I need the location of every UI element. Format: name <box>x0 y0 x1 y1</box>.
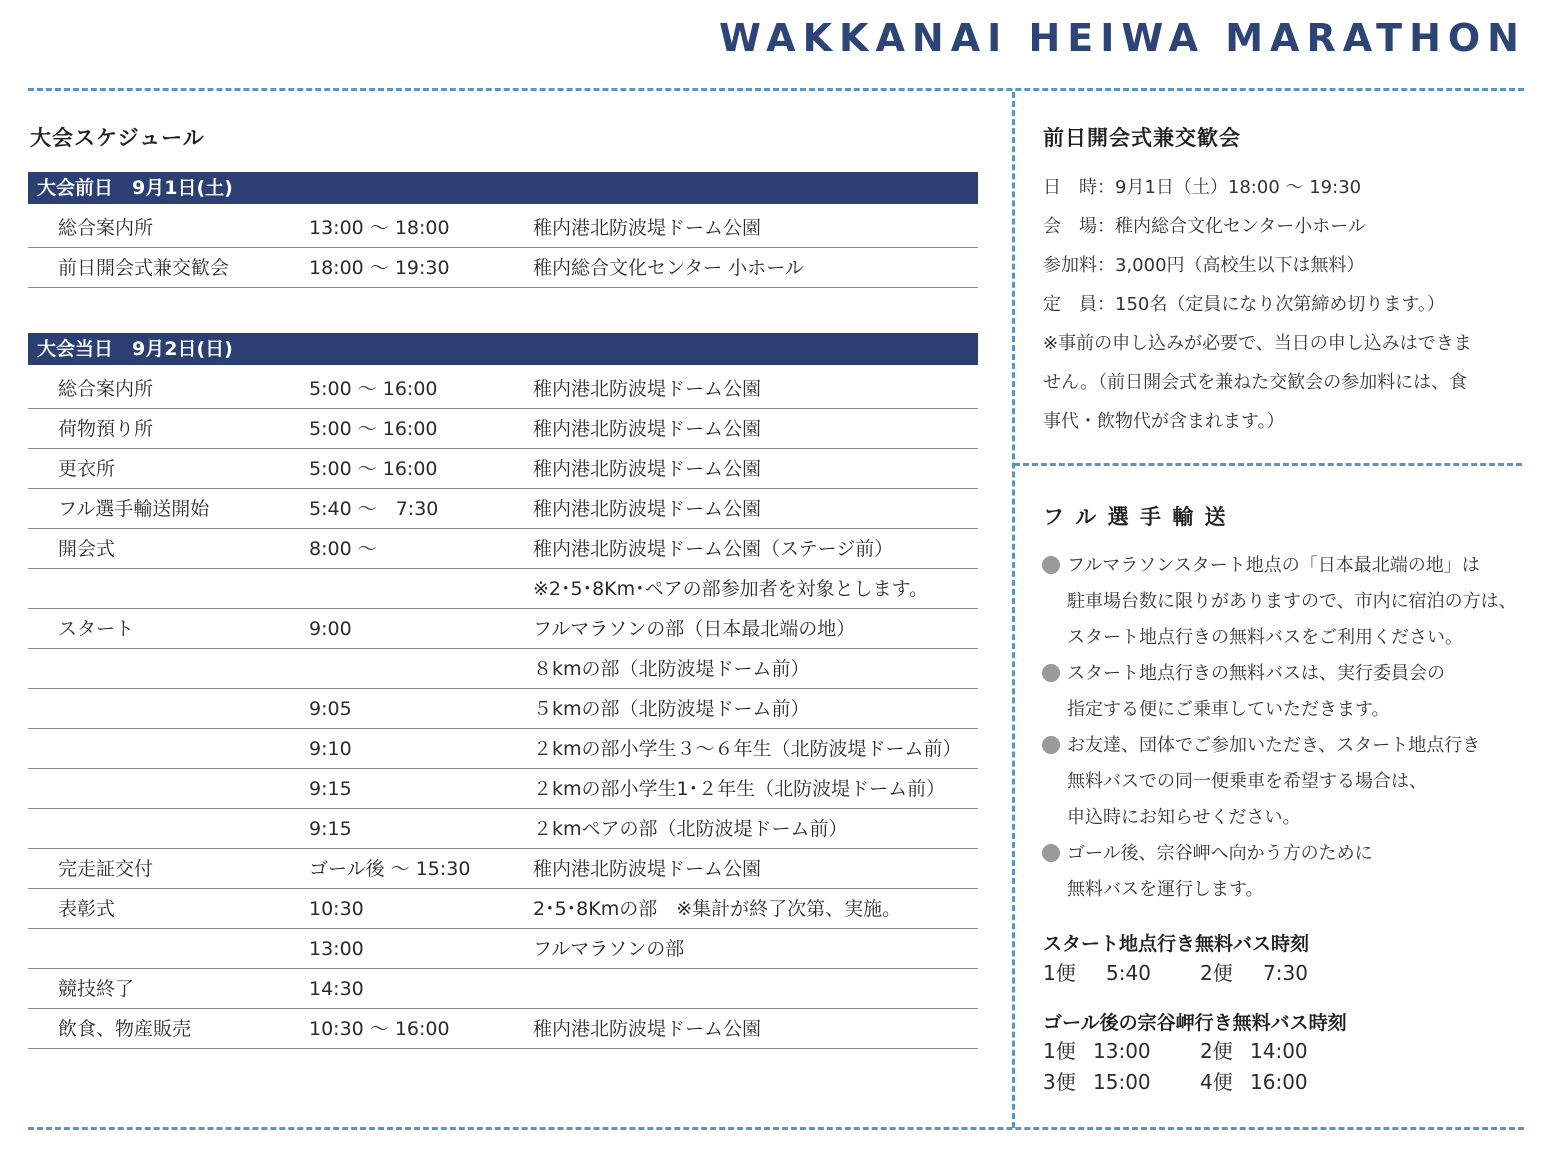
transport-bullet <box>1042 548 1522 656</box>
table-row <box>28 208 978 248</box>
bullet-line: スタート地点行きの無料バスをご利用ください。 <box>1067 627 1463 648</box>
event-time: 5:00 〜 16:00 <box>309 418 438 440</box>
event-name: 総合案内所 <box>58 217 154 239</box>
event-time: 5:00 〜 16:00 <box>309 458 438 480</box>
transport-bullet <box>1042 836 1522 908</box>
event-time: 9:05 <box>309 698 352 720</box>
event-time: 13:00 〜 18:00 <box>309 217 450 239</box>
bottom-divider <box>28 1127 1524 1130</box>
event-time: 9:10 <box>309 738 352 760</box>
event-name: 開会式 <box>58 538 116 560</box>
bullet-line: ゴール後、宗谷岬へ向かう方のために <box>1067 843 1373 864</box>
table-row <box>28 969 978 1009</box>
transport-notes <box>1042 548 1522 908</box>
event-time: 5:00 〜 16:00 <box>309 378 438 400</box>
event-venue: ※2･5･8Km･ペアの部参加者を対象とします。 <box>533 578 929 600</box>
bus-time: 13:00 <box>1093 1039 1151 1063</box>
event-venue: ５kmの部（北防波堤ドーム前） <box>533 698 810 720</box>
event-time: 18:00 〜 19:30 <box>309 257 450 279</box>
event-name: スタート <box>58 618 135 640</box>
event-time: ゴール後 〜 15:30 <box>309 858 471 880</box>
event-venue: ２kmペアの部（北防波堤ドーム前） <box>533 818 848 840</box>
reception-line: 参加料：3,000円（高校生以下は無料） <box>1043 255 1365 276</box>
bus-number: 3便 <box>1043 1070 1076 1094</box>
event-name: フル選手輸送開始 <box>58 498 210 520</box>
event-name: 飲食、物産販売 <box>58 1018 192 1040</box>
event-venue: 稚内港北防波堤ドーム公園 <box>533 1018 762 1040</box>
top-divider <box>28 88 1524 91</box>
bus-number: 1便 <box>1043 1039 1076 1063</box>
event-time: 9:15 <box>309 778 352 800</box>
transport-bullet <box>1042 728 1522 836</box>
bullet-line: 駐車場台数に限りがありますので、市内に宿泊の方は、 <box>1067 591 1517 612</box>
event-venue: 稚内港北防波堤ドーム公園 <box>533 418 762 440</box>
goal-bus-times-row2 <box>1043 1067 1443 1097</box>
bus-time: 7:30 <box>1263 961 1308 985</box>
event-venue: 稚内港北防波堤ドーム公園 <box>533 858 762 880</box>
event-time: 10:30 <box>309 898 364 920</box>
event-time: 5:40 〜 7:30 <box>309 498 439 520</box>
table-row <box>28 409 978 449</box>
event-venue: 稚内港北防波堤ドーム公園 <box>533 458 762 480</box>
event-venue: 稚内総合文化センター 小ホール <box>533 257 804 279</box>
goal-bus-title: ゴール後の宗谷岬行き無料バス時刻 <box>1043 1012 1347 1034</box>
table-row <box>28 609 978 649</box>
table-row <box>28 369 978 409</box>
reception-title: 前日開会式兼交歓会 <box>1043 126 1241 150</box>
table-row <box>28 248 978 288</box>
event-venue: ２kmの部小学生３〜６年生（北防波堤ドーム前） <box>533 738 962 760</box>
event-venue: 2･5･8Kmの部 ※集計が終了次第、実施。 <box>533 898 902 920</box>
reception-line: 事代・飲物代が含まれます。） <box>1043 411 1285 432</box>
bullet-line: 無料バスを運行します。 <box>1067 879 1264 900</box>
reception-line: 定 員：150名（定員になり次第締め切ります。） <box>1043 294 1445 315</box>
right-section-divider <box>1014 463 1522 466</box>
event-venue: 稚内港北防波堤ドーム公園 <box>533 498 762 520</box>
event-venue: ８kmの部（北防波堤ドーム前） <box>533 658 810 680</box>
event-name: 前日開会式兼交歓会 <box>58 257 230 279</box>
table-row <box>28 729 978 769</box>
event-venue: 稚内港北防波堤ドーム公園（ステージ前） <box>533 538 894 560</box>
start-bus-title: スタート地点行き無料バス時刻 <box>1043 933 1310 955</box>
bullet-line: 申込時にお知らせください。 <box>1067 807 1301 828</box>
schedule-title: 大会スケジュール <box>30 126 205 150</box>
table-row <box>28 689 978 729</box>
event-name: 競技終了 <box>58 978 135 1000</box>
day1-band: 大会前日 9月1日(土) <box>28 172 978 204</box>
brand-title: WAKKANAI HEIWA MARATHON <box>718 16 1526 60</box>
event-venue: フルマラソンの部 <box>533 938 685 960</box>
bus-number: 1便 <box>1043 961 1076 985</box>
reception-line: せん。（前日開会式を兼ねた交歓会の参加料には、食 <box>1043 372 1468 393</box>
goal-bus-times-row1 <box>1043 1036 1443 1066</box>
event-time: 9:00 <box>309 618 352 640</box>
bus-number: 2便 <box>1200 961 1233 985</box>
bus-time: 15:00 <box>1093 1070 1151 1094</box>
table-row <box>28 569 978 609</box>
event-name: 更衣所 <box>58 458 116 480</box>
event-time: 8:00 〜 <box>309 538 377 560</box>
reception-line: 日 時：9月1日（土）18:00 〜 19:30 <box>1043 177 1362 198</box>
event-time: 10:30 〜 16:00 <box>309 1018 450 1040</box>
bullet-line: 無料バスでの同一便乗車を希望する場合は、 <box>1067 771 1427 792</box>
table-row <box>28 449 978 489</box>
table-row <box>28 1009 978 1049</box>
table-row <box>28 889 978 929</box>
reception-line: ※事前の申し込みが必要で、当日の申し込みはできま <box>1043 333 1472 354</box>
reception-line: 会 場：稚内総合文化センター小ホール <box>1043 216 1366 237</box>
event-venue: 稚内港北防波堤ドーム公園 <box>533 378 762 400</box>
day1-table <box>28 208 978 288</box>
transport-bullet <box>1042 656 1522 728</box>
table-row <box>28 489 978 529</box>
bullet-line: スタート地点行きの無料バスは、実行委員会の <box>1067 663 1445 684</box>
table-row <box>28 849 978 889</box>
bus-number: 2便 <box>1200 1039 1233 1063</box>
day2-table <box>28 369 978 1049</box>
day2-band: 大会当日 9月2日(日) <box>28 333 978 365</box>
bullet-dot-icon <box>1042 556 1060 574</box>
bus-time: 16:00 <box>1250 1070 1308 1094</box>
table-row <box>28 649 978 689</box>
bullet-line: フルマラソンスタート地点の「日本最北端の地」は <box>1067 555 1480 576</box>
event-venue: 稚内港北防波堤ドーム公園 <box>533 217 762 239</box>
bullet-dot-icon <box>1042 664 1060 682</box>
start-bus-times <box>1043 958 1443 988</box>
event-time: 13:00 <box>309 938 364 960</box>
table-row <box>28 769 978 809</box>
event-time: 14:30 <box>309 978 364 1000</box>
column-divider <box>1012 92 1015 1128</box>
transport-title: フ ル 選 手 輸 送 <box>1043 505 1228 529</box>
event-venue: ２kmの部小学生1･２年生（北防波堤ドーム前） <box>533 778 946 800</box>
event-name: 荷物預り所 <box>58 418 154 440</box>
bullet-dot-icon <box>1042 736 1060 754</box>
table-row <box>28 809 978 849</box>
bullet-line: 指定する便にご乗車していただきます。 <box>1067 699 1390 720</box>
reception-info <box>1043 168 1523 441</box>
bus-time: 5:40 <box>1106 961 1151 985</box>
bullet-dot-icon <box>1042 844 1060 862</box>
event-name: 完走証交付 <box>58 858 154 880</box>
event-name: 総合案内所 <box>58 378 154 400</box>
bus-time: 14:00 <box>1250 1039 1308 1063</box>
table-row <box>28 929 978 969</box>
bus-number: 4便 <box>1200 1070 1233 1094</box>
event-time: 9:15 <box>309 818 352 840</box>
table-row <box>28 529 978 569</box>
bullet-line: お友達、団体でご参加いただき、スタート地点行き <box>1067 735 1481 756</box>
event-name: 表彰式 <box>58 898 116 920</box>
event-venue: フルマラソンの部（日本最北端の地） <box>533 618 856 640</box>
